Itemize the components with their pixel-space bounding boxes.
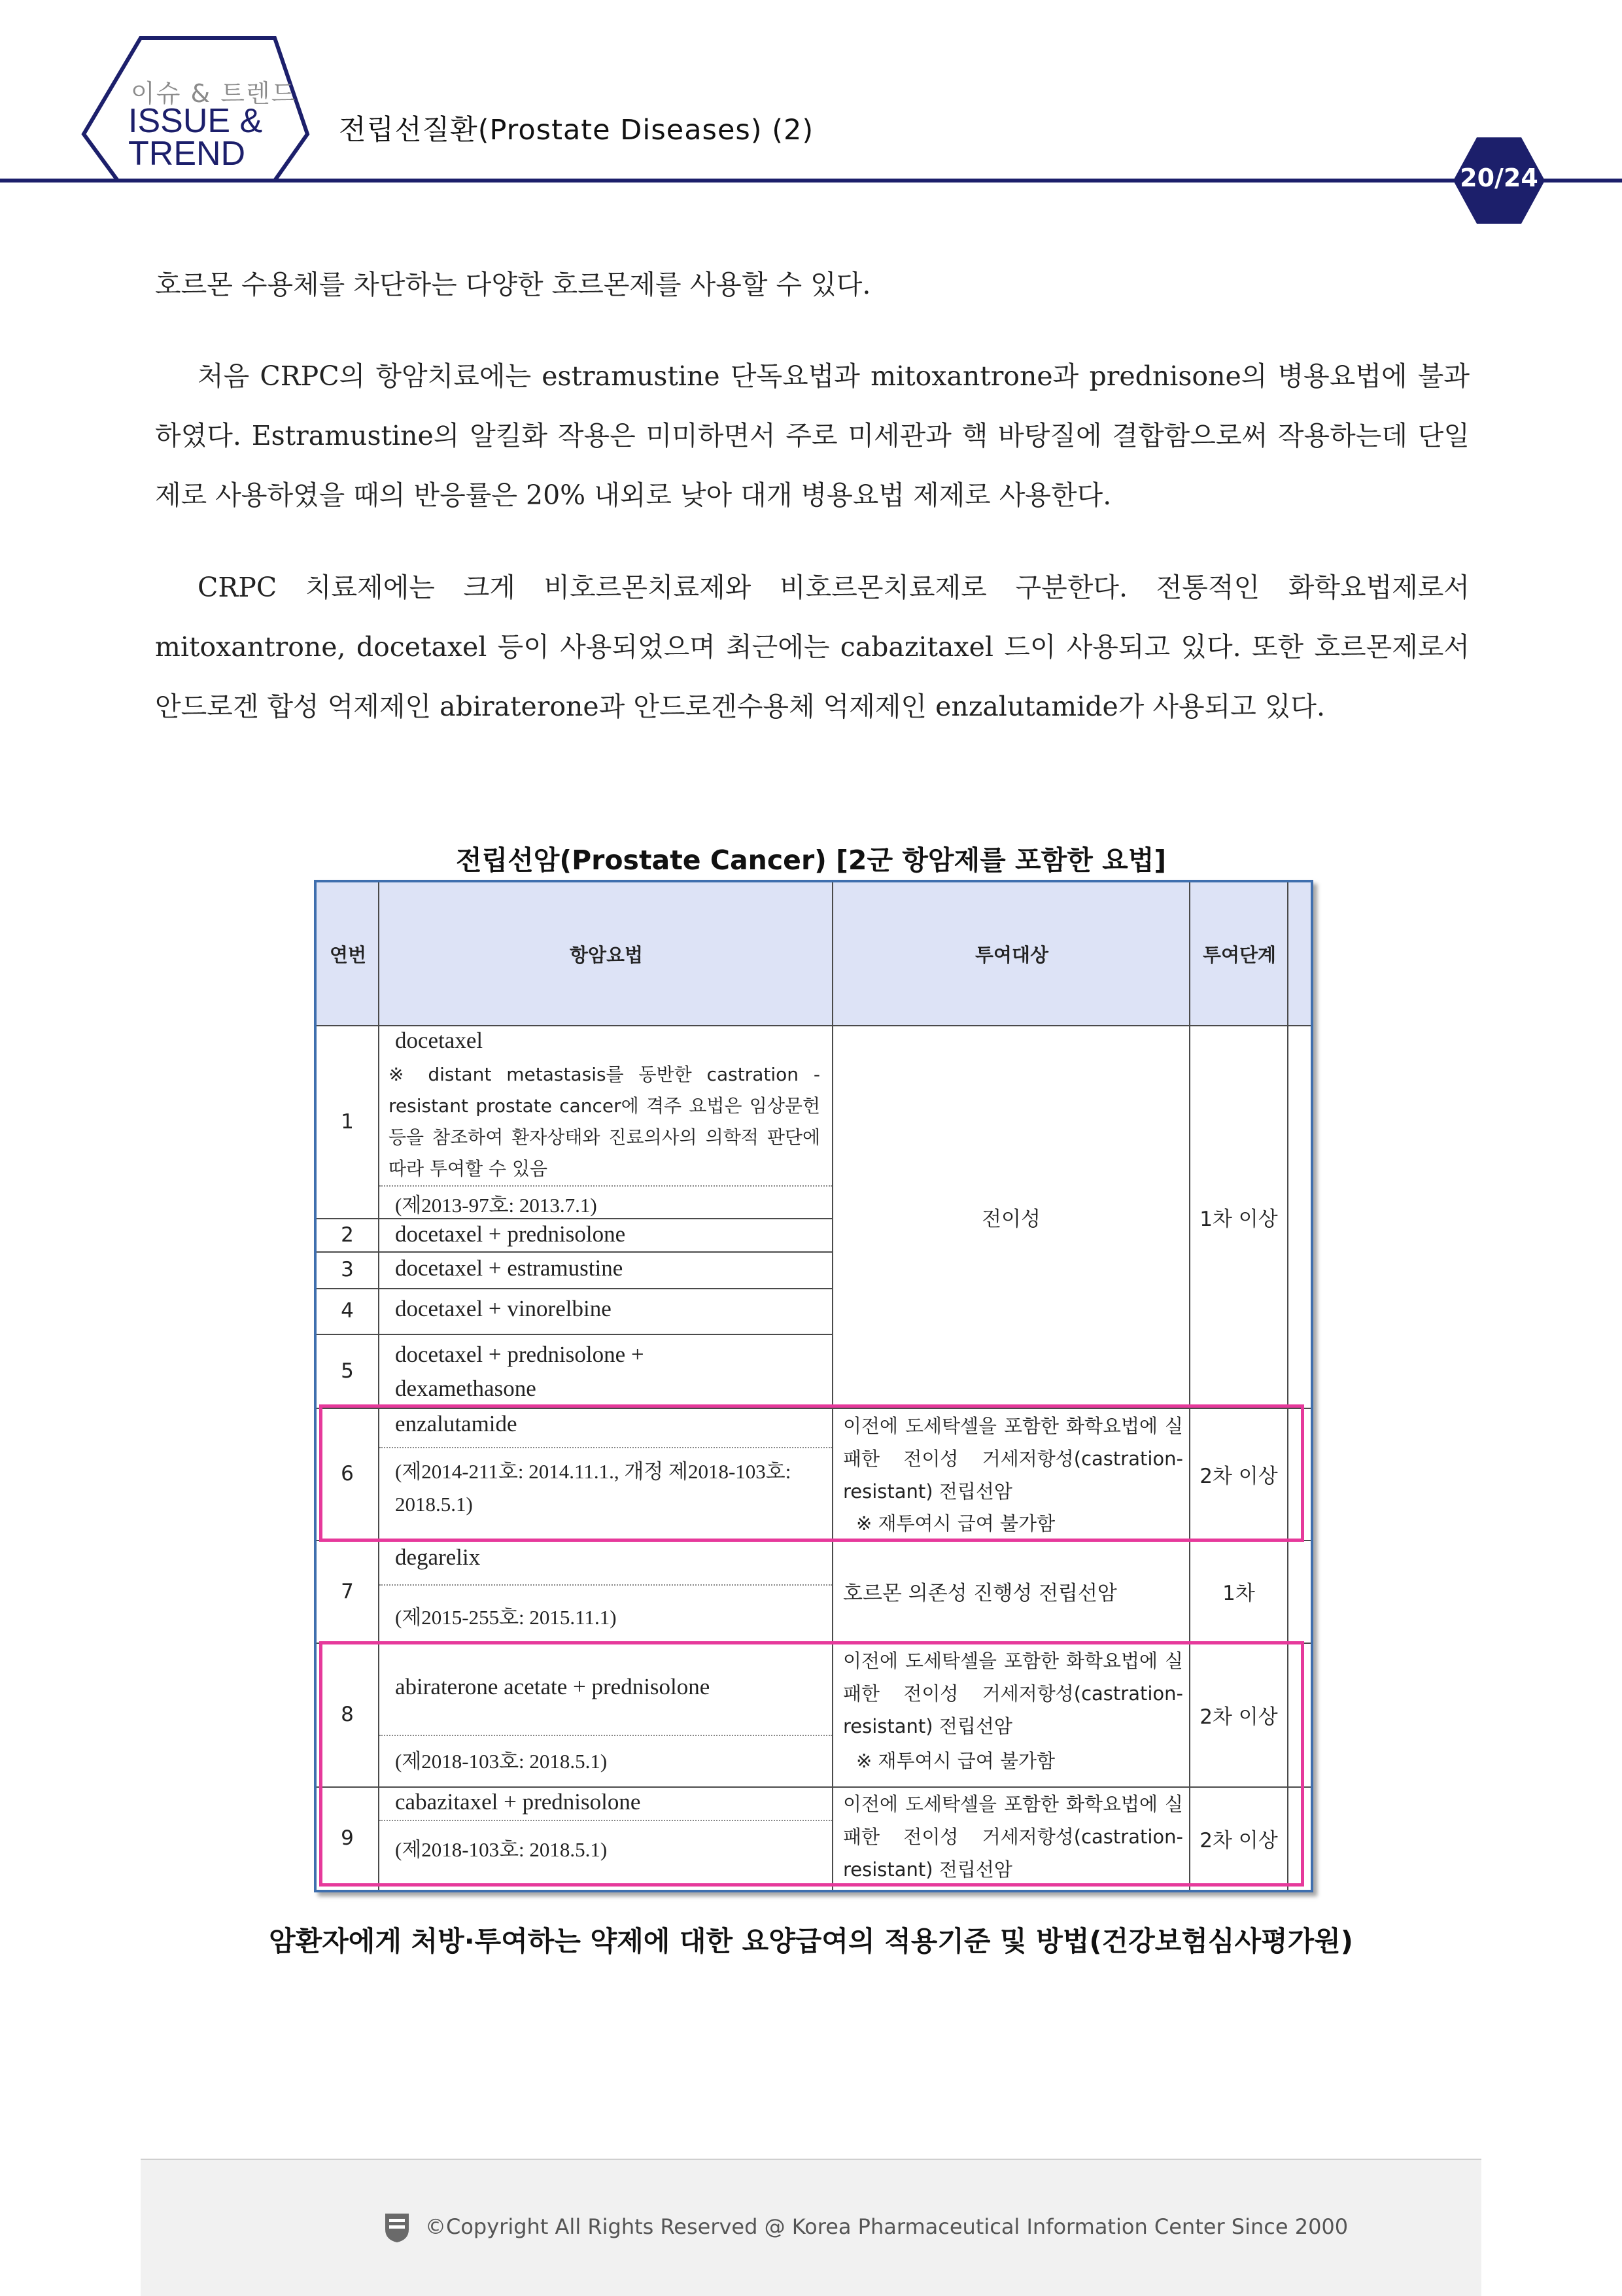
stage-value: 1차 <box>1222 1582 1255 1605</box>
highlight-box-rows8-9 <box>319 1641 1304 1887</box>
issue-badge-line2: TREND <box>128 135 246 173</box>
regimen-name: docetaxel + vinorelbine <box>395 1296 612 1321</box>
target-text: 호르몬 의존성 진행성 전립선암 <box>843 1582 1117 1605</box>
row-no: 3 <box>341 1258 354 1281</box>
row-no: 2 <box>341 1223 354 1247</box>
stage-group: 1차 이상 <box>1199 1208 1278 1231</box>
regimen-ref: (제2015-255호: 2015.11.1) <box>395 1606 617 1629</box>
header-stage: 투여단계 <box>1190 882 1288 1025</box>
regimen-name: docetaxel + prednisolone <box>395 1221 626 1247</box>
stage-value: 2차 이상 <box>1199 1705 1278 1729</box>
grid-line <box>317 1334 833 1335</box>
regimen-name: docetaxel <box>395 1028 483 1053</box>
row-no: 6 <box>341 1462 354 1486</box>
regimen-ref: (제2014-211호: 2014.11.1., 개정 제2018-103호: 2018.5.1) <box>395 1460 791 1516</box>
target-text: 이전에 도세탁셀을 포함한 화학요법에 실패한 전이성 거세저항성(castration-resistant) 전립선암 <box>843 1650 1183 1737</box>
row-no: 1 <box>341 1109 354 1134</box>
stage-value: 2차 이상 <box>1199 1828 1278 1852</box>
header-no: 연번 <box>317 882 379 1025</box>
header-extra <box>1288 882 1311 1025</box>
row-no: 5 <box>341 1359 354 1383</box>
page-title: 전립선질환(Prostate Diseases) (2) <box>339 114 814 147</box>
row-no: 7 <box>341 1579 354 1603</box>
issue-badge-line1: ISSUE & <box>128 102 263 140</box>
regimen-table <box>314 880 1313 1892</box>
paragraph-2: 처음 CRPC의 항암치료에는 estramustine 단독요법과 mitoxantrone과 prednisone의 병용요법에 불과하였다. Estramustine의 알킬화 작용은 미미하면서 주로 미세관과 핵 바탕질에 결합함으로써 작용하는데 단일제로 사용하였을 때의 반응률은 20% 내외로 낮아 대개 병용요법 제제로 사용한다. <box>155 360 1470 511</box>
row-no: 9 <box>341 1826 354 1850</box>
page-header <box>0 0 1622 235</box>
table-title: 전립선암(Prostate Cancer) [2군 항암제를 포함한 요법] <box>455 844 1167 876</box>
sub-line <box>379 1185 832 1187</box>
header-target: 투여대상 <box>833 882 1190 1025</box>
shield-logo-icon <box>383 2211 411 2244</box>
grid-line <box>317 1218 833 1219</box>
regimen-ref: (제2018-103호: 2018.5.1) <box>395 1838 608 1861</box>
copyright-text: ©Copyright All Rights Reserved @ Korea Pharmaceutical Information Center Since 2000 <box>425 2214 1349 2239</box>
regimen-name: degarelix <box>395 1544 481 1570</box>
stage-value: 2차 이상 <box>1199 1464 1278 1488</box>
target-note: ※ 재투여시 급여 불가함 <box>856 1512 1056 1535</box>
row-no: 4 <box>341 1299 354 1323</box>
regimen-name: docetaxel + prednisolone + dexamethasone <box>395 1342 644 1401</box>
target-note: ※ 재투여시 급여 불가함 <box>856 1750 1056 1772</box>
target-text: 이전에 도세탁셀을 포함한 화학요법에 실패한 전이성 거세저항성(castration-resistant) 전립선암 <box>843 1415 1183 1503</box>
target-group: 전이성 <box>982 1208 1041 1231</box>
regimen-ref: (제2018-103호: 2018.5.1) <box>395 1750 608 1773</box>
regimen-note: ※ distant metastasis를 동반한 castration -resistant prostate cancer에 격주 요법은 임상문헌 등을 참조하여 환자상태와 진료의사의 의학적 판단에 따라 투여할 수 있음 <box>388 1064 820 1179</box>
grid-line <box>317 1288 833 1289</box>
grid-line <box>317 1251 833 1253</box>
target-text: 이전에 도세탁셀을 포함한 화학요법에 실패한 전이성 거세저항성(castration-resistant) 전립선암 <box>843 1793 1183 1881</box>
sub-line <box>379 1584 832 1586</box>
issue-badge-small: 이슈 & 트렌드 <box>131 79 297 108</box>
paragraph-1: 호르몬 수용체를 차단하는 다양한 호르몬제를 사용할 수 있다. <box>155 269 871 300</box>
paragraph-3: CRPC 치료제에는 크게 비호르몬치료제와 비호르몬치료제로 구분한다. 전통적인 화학요법제로서 mitoxantrone, docetaxel 등이 사용되었으며 최근에는 cabazitaxel 드이 사용되고 있다. 또한 호르몬제로서 안드로겐 합성 억제제인 abiraterone과 안드로겐수용체 억제제인 enzalutamide가 사용되고 있다. <box>155 572 1470 722</box>
highlight-box-row6 <box>319 1404 1304 1542</box>
row-no: 8 <box>341 1703 354 1726</box>
regimen-name: docetaxel + estramustine <box>395 1255 623 1281</box>
page-number: 20/24 <box>1460 164 1538 192</box>
regimen-name: cabazitaxel + prednisolone <box>395 1789 641 1815</box>
regimen-ref: (제2013-97호: 2013.7.1) <box>395 1194 597 1217</box>
regimen-name: enzalutamide <box>395 1411 517 1436</box>
issue-badge-text <box>128 102 263 173</box>
header-regimen: 항암요법 <box>379 882 833 1025</box>
table-caption: 암환자에게 처방·투여하는 약제에 대한 요양급여의 적용기준 및 방법(건강보험심사평가원) <box>269 1925 1353 1957</box>
regimen-name: abiraterone acetate + prednisolone <box>395 1674 710 1699</box>
